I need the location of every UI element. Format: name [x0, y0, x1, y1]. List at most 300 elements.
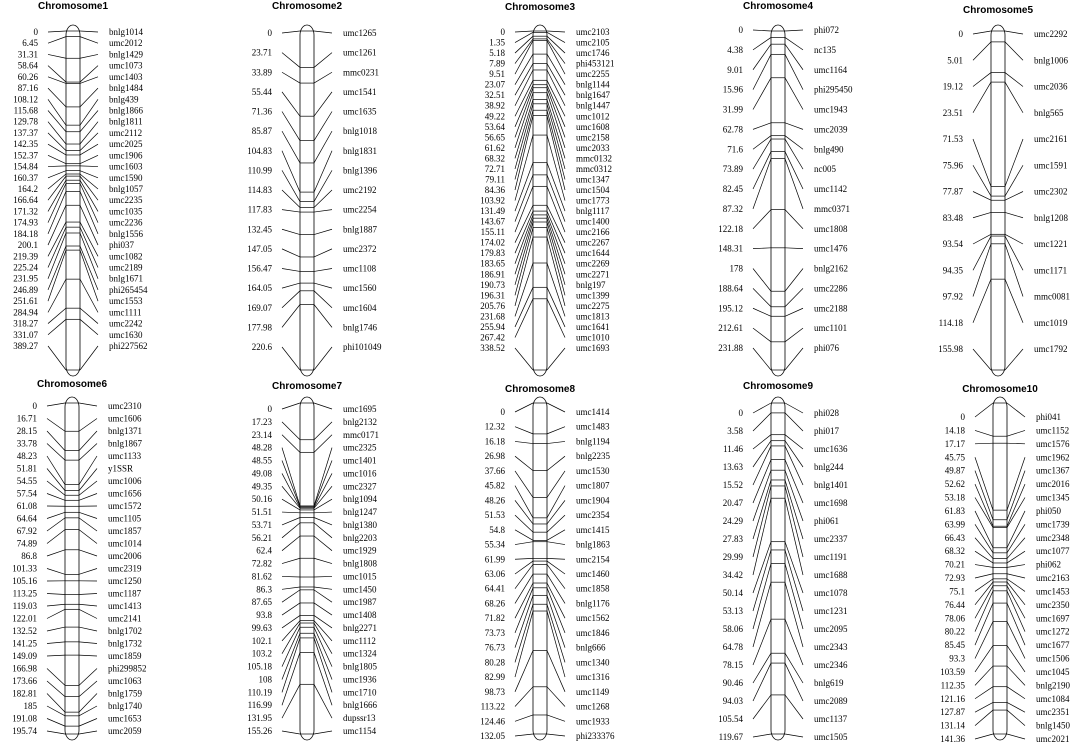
marker-position: 58.64: [17, 60, 38, 71]
marker-position: 183.65: [480, 258, 505, 269]
marker-connector: [785, 328, 803, 342]
marker-position: 12.32: [484, 421, 505, 432]
marker-connector: [314, 461, 332, 507]
position-connector: [515, 32, 533, 42]
marker-name: umc1082: [109, 251, 143, 262]
marker-position: 110.19: [247, 687, 272, 698]
marker-name: umc1142: [814, 184, 848, 194]
marker-position: 82.99: [484, 672, 505, 683]
marker-name: umc1656: [108, 488, 142, 499]
position-connector: [515, 687, 533, 707]
marker-name: bnlg1094: [343, 494, 378, 505]
marker-connector: [314, 633, 332, 679]
marker-name: nc135: [814, 44, 836, 55]
marker-connector: [785, 413, 803, 431]
marker-position: 34.42: [722, 570, 743, 580]
marker-connector: [547, 486, 565, 518]
marker-connector: [314, 210, 332, 212]
position-connector: [515, 441, 533, 443]
marker-connector: [547, 715, 565, 721]
marker-connector: [80, 346, 98, 370]
marker-name: umc1710: [343, 687, 377, 698]
marker-position: 71.53: [942, 134, 963, 144]
marker-position: 131.49: [480, 206, 505, 217]
chromosome-bar: [66, 25, 80, 376]
marker-name: umc1857: [108, 526, 142, 536]
marker-position: 49.35: [251, 481, 272, 492]
marker-position: 62.4: [256, 545, 272, 556]
position-connector: [47, 456, 65, 485]
marker-connector: [785, 734, 803, 737]
marker-name: umc2059: [108, 726, 142, 736]
marker-position: 160.37: [13, 172, 38, 183]
marker-connector: [1007, 702, 1025, 712]
marker-position: 171.32: [13, 206, 38, 217]
position-connector: [47, 518, 65, 531]
marker-position: 75.1: [949, 586, 965, 597]
position-connector: [515, 515, 533, 532]
marker-connector: [79, 431, 97, 451]
marker-connector: [547, 734, 565, 736]
marker-name: umc2006: [108, 551, 142, 561]
position-connector: [973, 192, 991, 201]
marker-name: umc1272: [1036, 626, 1070, 637]
marker-position: 45.75: [944, 452, 965, 463]
marker-position: 68.32: [484, 153, 505, 164]
position-connector: [515, 36, 533, 53]
marker-name: bnlg197: [576, 279, 606, 290]
marker-name: umc1630: [109, 329, 143, 340]
position-connector: [47, 627, 65, 631]
marker-name: bnlg1447: [576, 100, 611, 111]
position-connector: [48, 246, 66, 290]
marker-position: 17.17: [944, 438, 965, 449]
position-connector: [282, 523, 300, 538]
marker-name: umc1112: [343, 635, 376, 646]
marker-connector: [79, 494, 97, 501]
marker-position: 119.67: [718, 732, 743, 742]
marker-connector: [547, 650, 565, 691]
marker-name: phi041: [1036, 412, 1062, 422]
position-connector: [975, 710, 993, 726]
marker-name: umc1562: [576, 613, 610, 624]
marker-connector: [785, 269, 803, 292]
position-connector: [753, 210, 771, 229]
marker-name: umc1693: [576, 343, 610, 353]
marker-connector: [1007, 687, 1025, 699]
marker-position: 64.64: [16, 513, 37, 524]
marker-position: 0: [958, 29, 963, 39]
marker-connector: [80, 227, 98, 267]
marker-connector: [1007, 443, 1025, 444]
marker-position: 152.37: [13, 150, 38, 161]
marker-name: bnlg1429: [109, 49, 144, 60]
marker-name: umc2188: [814, 303, 848, 314]
chromosome-title: Chromosome8: [504, 384, 576, 395]
marker-position: 105.16: [12, 576, 37, 586]
marker-position: 72.93: [944, 573, 965, 583]
marker-position: 84.36: [484, 185, 505, 195]
marker-name: umc1746: [576, 48, 610, 59]
marker-connector: [80, 246, 98, 290]
marker-position: 17.23: [251, 416, 272, 427]
marker-position: 186.91: [480, 269, 505, 280]
marker-connector: [79, 594, 97, 595]
marker-position: 86.3: [256, 584, 272, 595]
marker-name: umc1460: [576, 569, 610, 579]
chromosome-6: [12, 379, 146, 740]
position-connector: [753, 139, 771, 169]
marker-position: 246.89: [13, 284, 38, 295]
chromosome-bar: [993, 397, 1007, 740]
position-connector: [47, 609, 65, 618]
marker-connector: [785, 435, 803, 449]
position-connector: [48, 155, 66, 163]
marker-position: 68.26: [484, 598, 505, 609]
position-connector: [282, 536, 300, 551]
marker-name: umc1739: [1036, 519, 1070, 530]
marker-position: 31.31: [17, 49, 38, 60]
marker-connector: [79, 642, 97, 644]
marker-position: 64.78: [722, 642, 743, 652]
marker-position: 178: [729, 263, 743, 274]
marker-connector: [547, 471, 565, 497]
marker-position: 173.66: [12, 676, 37, 686]
marker-name: umc1773: [576, 195, 610, 206]
position-connector: [753, 308, 771, 316]
marker-position: 154.84: [13, 161, 38, 172]
position-connector: [975, 484, 993, 526]
marker-position: 251.61: [13, 296, 38, 307]
marker-name: umc1807: [576, 480, 610, 491]
marker-position: 0: [32, 401, 37, 411]
marker-position: 121.16: [940, 693, 965, 704]
marker-name: umc1073: [109, 60, 143, 71]
marker-name: bnlg1208: [1034, 212, 1069, 223]
marker-name: umc1929: [343, 545, 377, 556]
marker-connector: [79, 403, 97, 406]
marker-name: bnlg244: [814, 462, 844, 472]
marker-connector: [314, 587, 332, 589]
marker-name: phi072: [814, 25, 840, 35]
marker-connector: [1005, 165, 1023, 196]
marker-position: 68.32: [944, 546, 965, 557]
marker-name: umc2025: [109, 139, 143, 150]
marker-position: 4.38: [727, 44, 743, 55]
marker-connector: [547, 115, 565, 190]
marker-position: 131.14: [940, 720, 965, 731]
marker-connector: [785, 139, 803, 169]
position-connector: [515, 588, 533, 633]
chromosome-5: [938, 5, 1070, 376]
marker-name: umc1016: [343, 468, 377, 479]
position-connector: [282, 633, 300, 679]
marker-position: 61.83: [944, 505, 965, 516]
marker-position: 149.09: [12, 651, 37, 661]
marker-position: 33.89: [251, 67, 272, 78]
marker-position: 23.71: [251, 47, 272, 58]
marker-position: 16.71: [16, 413, 37, 424]
marker-position: 164.2: [17, 184, 38, 194]
marker-connector: [547, 32, 565, 42]
marker-name: phi062: [1036, 559, 1062, 570]
marker-connector: [314, 623, 332, 654]
marker-name: umc2236: [109, 217, 143, 228]
marker-connector: [785, 123, 803, 130]
marker-connector: [785, 288, 803, 306]
position-connector: [753, 123, 771, 130]
position-connector: [973, 139, 991, 186]
marker-position: 66.43: [944, 532, 965, 543]
marker-connector: [1005, 349, 1023, 370]
marker-name: bnlg1647: [576, 90, 611, 101]
marker-connector: [79, 569, 97, 575]
position-connector: [47, 706, 65, 716]
marker-position: 54.8: [489, 524, 505, 535]
chromosome-title: Chromosome6: [36, 379, 108, 390]
marker-position: 179.83: [480, 248, 505, 259]
marker-name: umc1450: [343, 584, 377, 595]
marker-position: 52.62: [944, 479, 965, 490]
marker-position: 116.99: [247, 700, 272, 711]
marker-position: 50.16: [251, 494, 272, 505]
marker-name: umc2021: [1036, 734, 1070, 744]
marker-name: umc2275: [576, 300, 610, 311]
marker-connector: [79, 456, 97, 485]
marker-name: umc2310: [108, 401, 142, 411]
marker-name: umc1644: [576, 248, 610, 259]
position-connector: [48, 37, 66, 44]
marker-name: bnlg1556: [109, 228, 144, 239]
position-connector: [973, 212, 991, 217]
marker-name: umc1367: [1036, 465, 1070, 476]
marker-connector: [1007, 403, 1025, 417]
marker-connector: [314, 518, 332, 525]
marker-connector: [785, 54, 803, 89]
marker-connector: [314, 684, 332, 718]
marker-name: umc1414: [576, 407, 610, 417]
position-connector: [282, 72, 300, 83]
marker-position: 108: [258, 674, 272, 685]
marker-connector: [79, 469, 97, 491]
chromosome-title: Chromosome2: [271, 1, 343, 12]
position-connector: [753, 542, 771, 593]
marker-name: phi227562: [109, 341, 148, 351]
marker-name: umc1859: [108, 651, 142, 661]
position-connector: [973, 234, 991, 244]
marker-name: umc2158: [576, 132, 610, 143]
marker-name: bnlg1484: [109, 83, 144, 94]
position-connector: [515, 530, 533, 541]
position-connector: [515, 500, 533, 524]
marker-position: 14.18: [944, 425, 965, 436]
marker-name: bnlg1759: [108, 688, 143, 699]
marker-name: umc1077: [1036, 546, 1070, 557]
marker-position: 53.18: [944, 492, 965, 503]
marker-connector: [1007, 646, 1025, 672]
marker-name: umc1006: [108, 476, 142, 486]
marker-name: umc1636: [814, 444, 848, 454]
position-connector: [47, 719, 65, 727]
marker-position: 94.03: [722, 696, 743, 706]
chromosome-bar: [533, 25, 547, 376]
position-connector: [282, 283, 300, 288]
marker-connector: [785, 78, 803, 110]
marker-name: bnlg2190: [1036, 680, 1071, 691]
marker-position: 77.87: [942, 186, 963, 197]
position-connector: [47, 444, 65, 461]
marker-connector: [547, 31, 565, 32]
marker-name: umc1345: [1036, 492, 1070, 503]
marker-connector: [1005, 236, 1023, 270]
position-connector: [753, 248, 771, 249]
marker-connector: [314, 229, 332, 234]
marker-name: umc1063: [108, 676, 142, 686]
marker-name: umc1943: [814, 104, 848, 115]
marker-name: bnlg490: [814, 144, 844, 155]
marker-position: 56.65: [484, 132, 505, 143]
marker-position: 23.51: [942, 107, 963, 118]
position-connector: [515, 115, 533, 190]
marker-connector: [1007, 574, 1025, 578]
marker-connector: [79, 550, 97, 556]
marker-name: bnlg1811: [109, 116, 143, 127]
marker-name: umc2033: [576, 142, 610, 153]
marker-name: umc1906: [109, 150, 143, 161]
position-connector: [47, 530, 65, 544]
marker-connector: [547, 186, 565, 232]
marker-name: umc2105: [576, 37, 610, 48]
chromosome-title: Chromosome5: [962, 5, 1034, 16]
position-connector: [753, 695, 771, 719]
marker-name: umc1606: [108, 413, 142, 424]
marker-connector: [79, 655, 97, 656]
marker-name: umc1604: [343, 302, 377, 313]
marker-connector: [547, 558, 565, 559]
marker-position: 60.26: [17, 71, 38, 82]
marker-name: umc1265: [343, 28, 377, 38]
marker-name: umc2254: [343, 204, 377, 215]
marker-position: 177.98: [247, 322, 272, 333]
position-connector: [282, 512, 300, 513]
position-connector: [48, 176, 66, 200]
marker-name: umc2348: [1036, 532, 1070, 543]
marker-name: umc1133: [108, 451, 142, 461]
position-connector: [47, 469, 65, 491]
marker-position: 267.42: [480, 332, 505, 343]
position-connector: [975, 586, 993, 618]
marker-position: 318.27: [13, 318, 38, 329]
chromosome-bar: [300, 25, 314, 376]
position-connector: [515, 348, 533, 370]
marker-position: 113.22: [480, 701, 505, 712]
marker-connector: [80, 174, 98, 189]
marker-name: bnlg1144: [576, 79, 610, 90]
marker-connector: [79, 694, 97, 713]
marker-name: umc1400: [576, 216, 610, 227]
marker-name: umc1933: [576, 716, 610, 727]
marker-position: 5.01: [947, 55, 963, 66]
marker-position: 71.6: [727, 144, 743, 155]
marker-name: umc2166: [576, 227, 610, 238]
marker-position: 72.71: [484, 163, 505, 174]
marker-name: umc2292: [1034, 29, 1068, 39]
marker-name: umc2325: [343, 442, 377, 453]
marker-name: mmc0231: [343, 67, 379, 78]
marker-position: 90.46: [722, 678, 743, 688]
marker-position: 102.1: [251, 635, 272, 646]
marker-position: 6.45: [22, 38, 38, 49]
marker-name: umc1576: [1036, 438, 1070, 449]
position-connector: [515, 175, 533, 222]
marker-name: umc1401: [343, 455, 377, 466]
position-connector: [48, 133, 66, 151]
position-connector: [515, 456, 533, 470]
marker-position: 155.11: [480, 227, 505, 238]
marker-name: umc1603: [109, 161, 143, 172]
marker-position: 32.51: [484, 90, 505, 101]
position-connector: [975, 565, 993, 568]
marker-name: umc1164: [814, 64, 848, 75]
marker-connector: [1005, 73, 1023, 87]
position-connector: [282, 461, 300, 507]
marker-connector: [547, 403, 565, 412]
marker-position: 231.88: [718, 343, 743, 353]
marker-name: bnlg1014: [109, 27, 144, 37]
marker-position: 62.78: [722, 124, 743, 135]
marker-position: 85.45: [944, 640, 965, 651]
position-connector: [515, 186, 533, 232]
position-connector: [47, 403, 65, 406]
marker-connector: [314, 347, 332, 370]
marker-name: umc2012: [109, 38, 143, 49]
marker-connector: [314, 92, 332, 116]
marker-connector: [314, 291, 332, 308]
chromosome-title: Chromosome10: [962, 384, 1038, 395]
marker-name: bnlg1401: [814, 480, 849, 490]
position-connector: [282, 291, 300, 308]
marker-name: umc2235: [109, 195, 143, 206]
position-connector: [975, 702, 993, 712]
marker-connector: [314, 305, 332, 328]
marker-position: 103.2: [251, 648, 272, 659]
marker-name: umc1152: [1036, 425, 1070, 436]
position-connector: [515, 299, 533, 338]
marker-position: 64.41: [484, 583, 505, 594]
marker-position: 13.63: [722, 462, 743, 472]
marker-name: umc1698: [814, 498, 848, 508]
marker-connector: [1005, 212, 1023, 217]
chromosome-title: Chromosome3: [504, 2, 576, 13]
position-connector: [975, 603, 993, 645]
marker-position: 20.47: [722, 498, 743, 508]
marker-connector: [80, 54, 98, 58]
marker-connector: [314, 523, 332, 538]
marker-position: 76.44: [944, 599, 965, 610]
marker-position: 24.29: [722, 516, 743, 526]
marker-name: umc2163: [1036, 573, 1070, 583]
position-connector: [753, 348, 771, 370]
marker-name: bnlg619: [814, 678, 844, 688]
chromosome-4: [718, 1, 853, 376]
marker-name: mmc0132: [576, 153, 612, 164]
marker-position: 93.8: [256, 610, 272, 621]
marker-name: bnlg666: [576, 642, 606, 653]
marker-position: 51.81: [16, 463, 37, 474]
marker-position: 155.98: [938, 344, 963, 354]
chromosome-1: [13, 1, 148, 376]
position-connector: [282, 347, 300, 370]
